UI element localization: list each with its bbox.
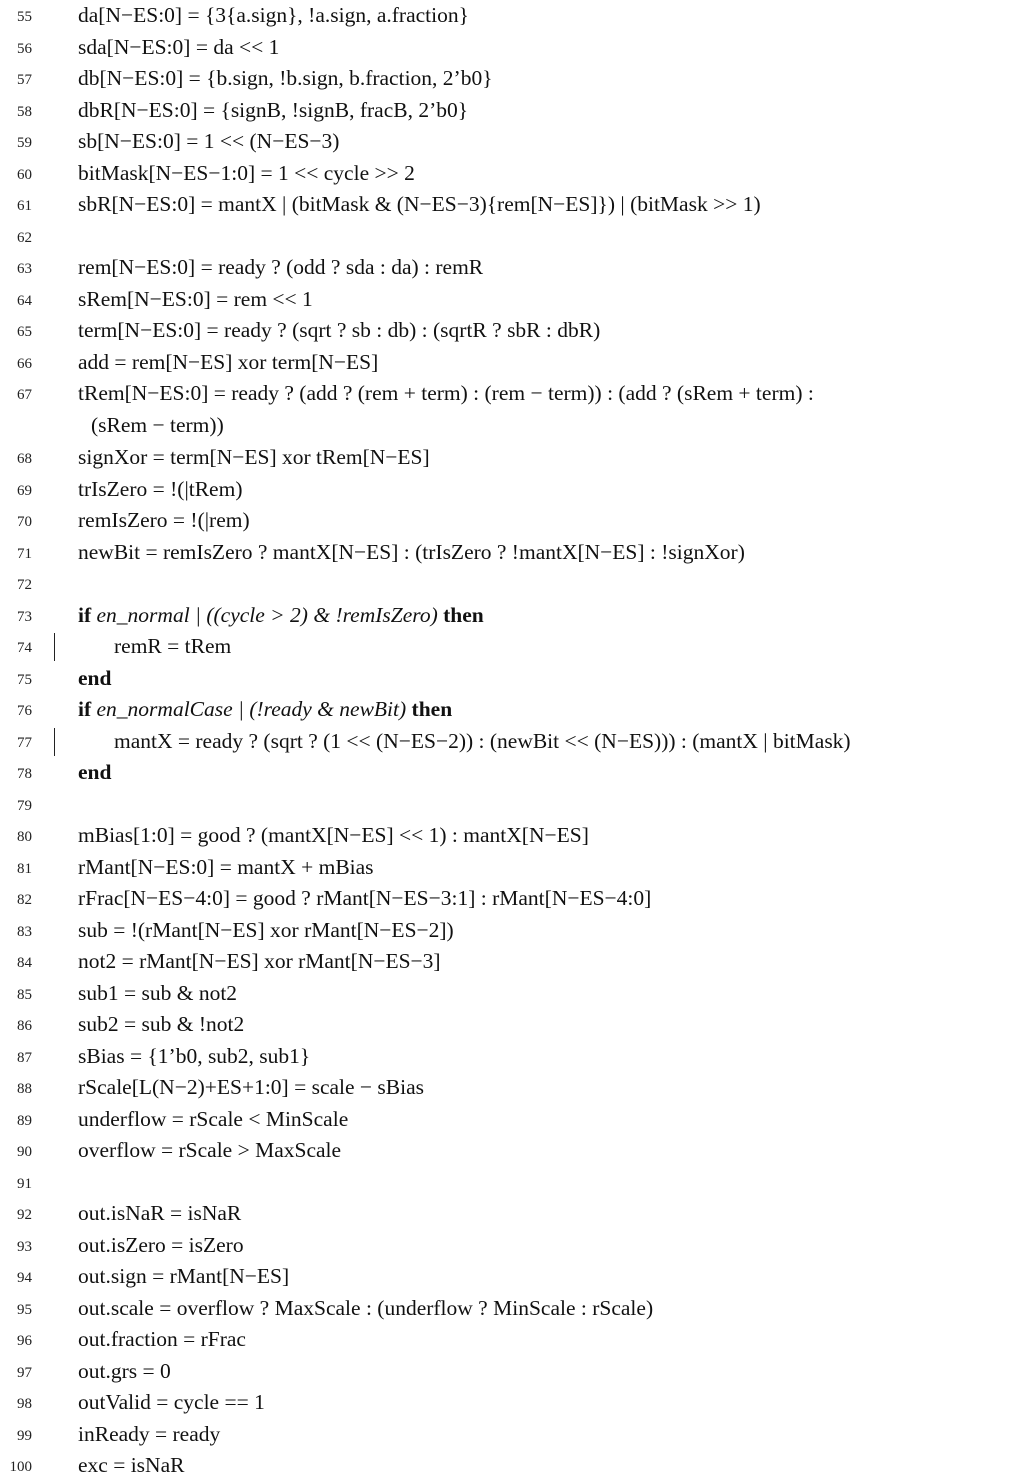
- line-number: 83: [17, 923, 32, 940]
- code-line-end: [0, 663, 1010, 694]
- code-text: newBit = remIsZero ? mantX[N−ES] : (trIsZero ? !mantX[N−ES] : !signXor): [78, 539, 745, 564]
- code-text: not2 = rMant[N−ES] xor rMant[N−ES−3]: [78, 949, 441, 973]
- code-line: [0, 1356, 1010, 1387]
- line-number: 80: [17, 829, 32, 845]
- code-line: [0, 820, 1010, 851]
- code-text: out.fraction = rFrac: [78, 1327, 246, 1351]
- code-line: [0, 726, 1010, 757]
- code-text: rScale[L(N−2)+ES+1:0] = scale − sBias: [78, 1075, 425, 1099]
- line-number: 75: [17, 671, 32, 688]
- code-text: out.isZero = isZero: [78, 1232, 244, 1257]
- line-number: 77: [17, 734, 32, 751]
- line-number: 67: [17, 387, 32, 403]
- code-text: underflow = rScale < MinScale: [78, 1106, 349, 1131]
- code-line: [0, 378, 1010, 409]
- line-number: 85: [17, 986, 32, 1003]
- line-number: 60: [17, 166, 32, 183]
- line-number: 89: [17, 1112, 32, 1129]
- code-text: term[N−ES:0] = ready ? (sqrt ? sb : db) : (sqrtR ? sbR : dbR): [78, 318, 601, 342]
- code-line: [0, 1041, 1010, 1072]
- code-text: out.scale = overflow ? MaxScale : (underflow ? MinScale : rScale): [78, 1295, 654, 1320]
- code-text: remR = tRem: [114, 634, 232, 658]
- code-line-blank: [0, 789, 1010, 820]
- if-statement: [78, 600, 484, 631]
- keyword-end: end: [78, 760, 112, 784]
- code-text: tRem[N−ES:0] = ready ? (add ? (rem + term) : (rem − term)) : (add ? (sRem + term) :: [78, 381, 814, 405]
- code-text: signXor = term[N−ES] xor tRem[N−ES]: [78, 445, 430, 469]
- keyword-end: end: [78, 665, 112, 690]
- code-text: overflow = rScale > MaxScale: [78, 1138, 342, 1162]
- code-line: [0, 158, 1010, 189]
- line-number: 87: [17, 1049, 32, 1066]
- line-number: 94: [17, 1270, 32, 1286]
- line-number: 99: [17, 1427, 32, 1444]
- code-text: rFrac[N−ES−4:0] = good ? rMant[N−ES−3:1] : rMant[N−ES−4:0]: [78, 886, 652, 910]
- code-line-continuation: [0, 410, 1010, 441]
- code-line: [0, 1072, 1010, 1103]
- code-text: da[N−ES:0] = {3{a.sign}, !a.sign, a.fraction}: [78, 3, 469, 27]
- code-line: [0, 978, 1010, 1009]
- line-number: 69: [17, 482, 32, 499]
- line-number: 81: [17, 860, 32, 877]
- code-line: [0, 1230, 1010, 1261]
- line-number: 62: [17, 229, 32, 246]
- line-number: 76: [17, 703, 32, 719]
- line-number: 95: [17, 1301, 32, 1318]
- line-number: 56: [17, 40, 32, 57]
- code-line: [0, 442, 1010, 473]
- code-text: out.sign = rMant[N−ES]: [78, 1264, 290, 1288]
- code-line: [0, 1261, 1010, 1292]
- line-number: 58: [17, 103, 32, 120]
- line-number: 78: [17, 766, 32, 782]
- code-text: outValid = cycle == 1: [78, 1390, 265, 1414]
- code-text: rMant[N−ES:0] = mantX + mBias: [78, 854, 374, 879]
- code-line: [0, 631, 1010, 662]
- code-text: add = rem[N−ES] xor term[N−ES]: [78, 349, 379, 374]
- line-number: 59: [17, 135, 32, 151]
- code-line-if: [0, 694, 1010, 725]
- code-line: [0, 1324, 1010, 1355]
- code-line: [0, 946, 1010, 977]
- line-number: 70: [17, 514, 32, 530]
- code-text: sub1 = sub & not2: [78, 980, 238, 1005]
- code-text: inReady = ready: [78, 1421, 221, 1446]
- code-line: [0, 1293, 1010, 1324]
- line-number: 90: [17, 1144, 32, 1160]
- line-number: 96: [17, 1333, 32, 1349]
- code-line-if: [0, 600, 1010, 631]
- line-number: 79: [17, 797, 32, 814]
- code-text: sub = !(rMant[N−ES] xor rMant[N−ES−2]): [78, 917, 454, 942]
- code-line: [0, 1135, 1010, 1166]
- line-number: 72: [17, 577, 32, 593]
- code-text: trIsZero = !(|tRem): [78, 476, 243, 501]
- line-number: 91: [17, 1175, 32, 1192]
- code-text: out.isNaR = isNaR: [78, 1201, 242, 1225]
- keyword-if: if: [78, 697, 92, 721]
- line-number: 65: [17, 324, 32, 340]
- line-number: 57: [17, 72, 32, 88]
- line-number: 66: [17, 355, 32, 372]
- code-text: mantX = ready ? (sqrt ? (1 << (N−ES−2)) : (newBit << (N−ES))) : (mantX | bitMask): [114, 728, 851, 753]
- line-number: 71: [17, 545, 32, 562]
- code-text: exc = isNaR: [78, 1453, 185, 1477]
- line-number: 55: [17, 9, 32, 25]
- code-line: [0, 915, 1010, 946]
- line-number: 97: [17, 1364, 32, 1381]
- line-number: 64: [17, 292, 32, 309]
- code-line: [0, 883, 1010, 914]
- code-line: [0, 32, 1010, 63]
- line-number: 98: [17, 1396, 32, 1412]
- line-number: 61: [17, 198, 32, 214]
- code-line-blank: [0, 1167, 1010, 1198]
- code-line: [0, 63, 1010, 94]
- code-text: (sRem − term)): [91, 412, 224, 437]
- code-text: sRem[N−ES:0] = rem << 1: [78, 286, 313, 311]
- code-line: [0, 1104, 1010, 1135]
- code-line: [0, 852, 1010, 883]
- code-line: [0, 252, 1010, 283]
- code-line: [0, 189, 1010, 220]
- code-text: db[N−ES:0] = {b.sign, !b.sign, b.fraction, 2’b0}: [78, 66, 493, 90]
- code-text: sda[N−ES:0] = da << 1: [78, 34, 280, 59]
- code-line: [0, 0, 1010, 31]
- code-line: [0, 284, 1010, 315]
- code-line: [0, 1387, 1010, 1418]
- code-line-blank: [0, 221, 1010, 252]
- code-line: [0, 537, 1010, 568]
- code-text: mBias[1:0] = good ? (mantX[N−ES] << 1) : mantX[N−ES]: [78, 823, 589, 847]
- code-line: [0, 1450, 1010, 1481]
- code-line: [0, 95, 1010, 126]
- keyword-if: if: [78, 602, 92, 627]
- code-line: [0, 1009, 1010, 1040]
- code-line: [0, 315, 1010, 346]
- code-line: [0, 126, 1010, 157]
- keyword-then: then: [411, 697, 453, 721]
- code-line: [0, 347, 1010, 378]
- line-number: 86: [17, 1018, 32, 1034]
- code-line-end: [0, 757, 1010, 788]
- code-text: remIsZero = !(|rem): [78, 508, 250, 532]
- condition: en_normalCase | (!ready & newBit): [96, 697, 407, 721]
- block-indent-bar: [54, 728, 55, 756]
- line-number: 93: [17, 1238, 32, 1255]
- code-line: [0, 1419, 1010, 1450]
- code-text: rem[N−ES:0] = ready ? (odd ? sda : da) : remR: [78, 255, 484, 279]
- code-text: out.grs = 0: [78, 1358, 171, 1383]
- line-number: 63: [17, 261, 32, 277]
- code-text: dbR[N−ES:0] = {signB, !signB, fracB, 2’b0}: [78, 97, 469, 122]
- code-line: [0, 474, 1010, 505]
- line-number: 92: [17, 1207, 32, 1223]
- code-line-blank: [0, 568, 1010, 599]
- code-line: [0, 505, 1010, 536]
- line-number: 68: [17, 451, 32, 467]
- line-number: 84: [17, 955, 32, 971]
- line-number: 100: [9, 1459, 32, 1475]
- line-number: 82: [17, 892, 32, 908]
- condition: en_normal | ((cycle > 2) & !remIsZero): [96, 602, 438, 627]
- line-number: 73: [17, 608, 32, 625]
- code-text: sb[N−ES:0] = 1 << (N−ES−3): [78, 129, 340, 153]
- code-line: [0, 1198, 1010, 1229]
- block-indent-bar: [54, 633, 55, 661]
- code-text: bitMask[N−ES−1:0] = 1 << cycle >> 2: [78, 160, 415, 185]
- code-text: sBias = {1’b0, sub2, sub1}: [78, 1043, 311, 1068]
- code-text: sub2 = sub & !not2: [78, 1012, 245, 1036]
- keyword-then: then: [443, 602, 484, 627]
- line-number: 74: [17, 640, 32, 656]
- if-statement: [78, 694, 452, 725]
- code-text: sbR[N−ES:0] = mantX | (bitMask & (N−ES−3){rem[N−ES]}) | (bitMask >> 1): [78, 192, 761, 216]
- line-number: 88: [17, 1081, 32, 1097]
